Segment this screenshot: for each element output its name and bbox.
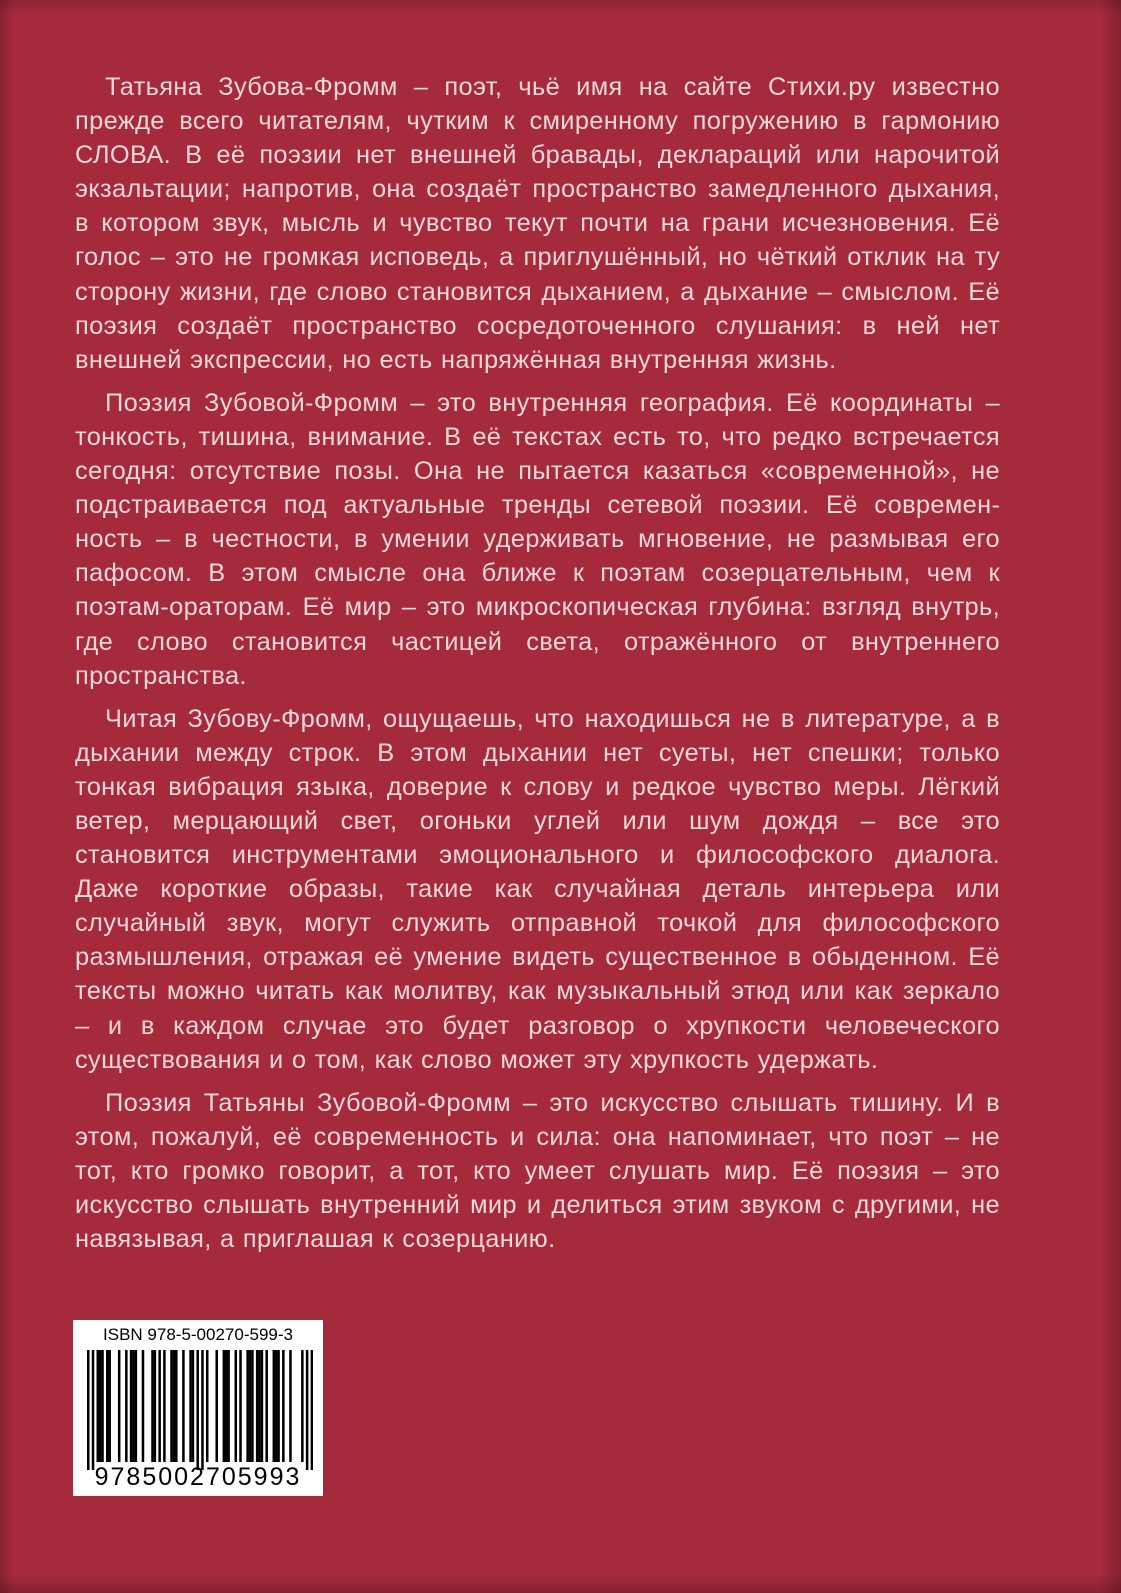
barcode-bar [151, 1350, 154, 1462]
barcode-image [87, 1350, 313, 1470]
paragraph-2: Поэзия Зубовой-Фромм – это внутренняя география. Её координаты – тонкость, тишина, внимание. В её текстах есть то, что редко встречается сегодня: отсутствие позы. Она не пытается казаться «современной», не подстраивается под актуальные тренды сетевой поэзии. Её современность – в честности, в умении удерживать мгновение, не размывая его пафосом. В этом смысле она ближе к поэтам созерцательным, чем к поэтам-ораторам. Её мир – это микроскопическая глубина: взгляд внутрь, где слово становится частицей света, отражённого от внутреннего пространства. [75, 388, 1000, 690]
barcode-bar [118, 1350, 121, 1462]
annotation-text [75, 70, 1000, 1265]
barcode-bar [249, 1350, 252, 1462]
barcode-bar [311, 1350, 313, 1470]
isbn-barcode-block [73, 1320, 323, 1496]
barcode-bar [261, 1350, 264, 1462]
barcode-bar [192, 1350, 195, 1462]
barcode-bar [142, 1350, 145, 1462]
barcode-bar [215, 1350, 218, 1462]
barcode-bar [275, 1350, 278, 1462]
barcode-bar [239, 1350, 242, 1462]
barcode-bar [306, 1350, 309, 1470]
barcode-bar [170, 1350, 173, 1462]
barcode-bar [258, 1350, 261, 1462]
barcode-bar [277, 1350, 280, 1462]
barcode-bar [223, 1350, 226, 1462]
barcode-bar [227, 1350, 230, 1462]
barcode-bar [196, 1350, 199, 1470]
barcode-bar [282, 1350, 285, 1462]
isbn-label: ISBN 978-5-00270-599-3 [103, 1325, 293, 1344]
barcode-bar [125, 1350, 128, 1462]
barcode-bar [273, 1350, 276, 1462]
barcode-bar [108, 1350, 111, 1462]
barcode-bar [234, 1350, 237, 1462]
barcode-bar [225, 1350, 228, 1462]
barcode-bar [106, 1350, 109, 1462]
barcode-bar [87, 1350, 90, 1470]
barcode-bar [132, 1350, 135, 1462]
barcode-bar [201, 1350, 204, 1470]
barcode-bar [189, 1350, 192, 1462]
barcode-bar [289, 1350, 292, 1462]
barcode-bar [130, 1350, 133, 1462]
barcode-bar [97, 1350, 100, 1462]
barcode-bar [154, 1350, 157, 1462]
barcode-bar [175, 1350, 178, 1462]
barcode-bar [158, 1350, 161, 1462]
barcode-bar [251, 1350, 254, 1462]
barcode-bar [99, 1350, 102, 1462]
barcode-digits: 9785002705993 [94, 1463, 302, 1491]
barcode-bar [301, 1350, 304, 1462]
paragraph-4: Поэзия Татьяны Зубовой-Фромм – это искусство слышать тишину. И в этом, пожалуй, её современность и сила: она напоминает, что поэт – не тот, кто громко говорит, а тот, кто умеет слушать мир. Её поэзия – это искусство слышать внутренний мир и делиться этим звуком с другими, не навязывая, а приглашая к созерцанию. [75, 1088, 1000, 1254]
barcode-bar [256, 1350, 259, 1462]
barcode-bar [92, 1350, 95, 1470]
barcode-bar [163, 1350, 166, 1462]
barcode-bar [182, 1350, 185, 1462]
paragraph-3: Читая Зубову-Фромм, ощущаешь, что находишься не в литературе, а в дыхании между строк. В этом дыхании нет суеты, нет спешки; только тонкая вибрация языка, доверие к слову и редкое чувство меры. Лёгкий ветер, мерцающий свет, огоньки углей или шум дождя – все это становится инструментами эмоционального и философского диалога. Даже короткие образы, такие как случайная деталь интерьера или случайный звук, могут служить отправной точкой для философского размышления, отражая её умение видеть существенное в обыденном. Её тексты можно читать как молитву, как музыкальный этюд или как зеркало – и в каждом случае это будет разговор о хрупкости человеческого существования и о том, как слово может эту хрупкость удержать. [75, 704, 1000, 1074]
barcode-bar [173, 1350, 176, 1462]
barcode-bar [206, 1350, 209, 1462]
barcode-bar [101, 1350, 104, 1462]
barcode-bar [246, 1350, 249, 1462]
paragraph-1: Татьяна Зубова-Фромм – поэт, чьё имя на сайте Стихи.ру известно прежде всего читателям, чутким к смиренному погружению в гармонию СЛОВА. В её поэзии нет внешней бравады, деклараций или нарочитой экзальтации; напротив, она создаёт пространство замедленного дыхания, в котором звук, мысль и чувство текут почти на грани исчезновения. Её голос – это не громкая исповедь, а приглушённый, но чёткий отклик на ту сторону жизни, где слово становится дыханием, а дыхание – смыслом. Её поэзия создаёт пространство сосредоточенного слушания: в ней нет внешней экспрессии, но есть напряжённая внутренняя жизнь. [75, 73, 1000, 374]
barcode-bar [265, 1350, 268, 1462]
barcode-bar [135, 1350, 138, 1462]
